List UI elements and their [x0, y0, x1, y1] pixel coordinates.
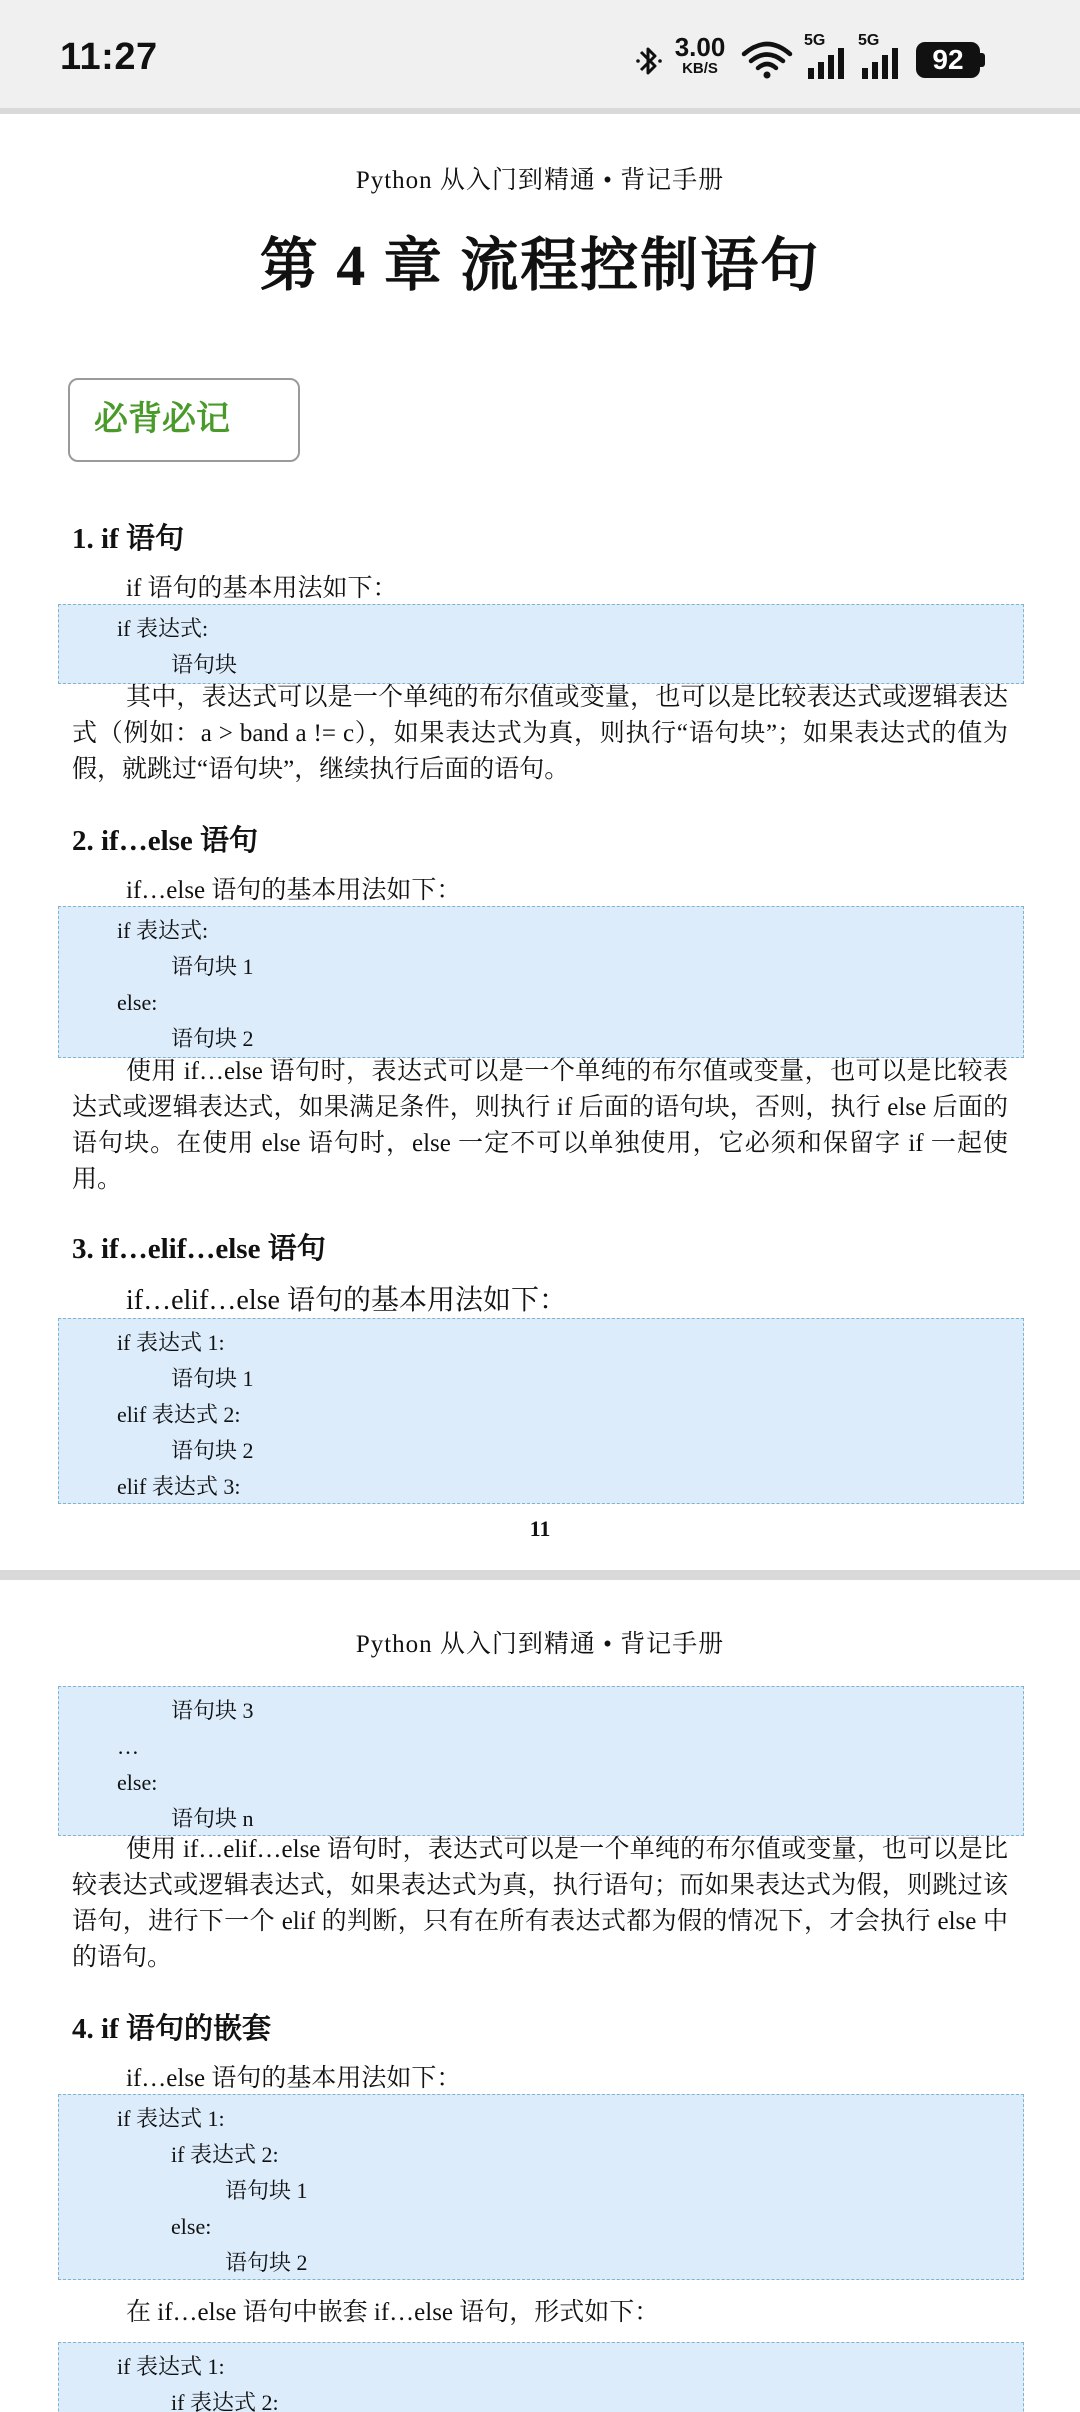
document-page-2[interactable]	[0, 1580, 1080, 2412]
code-line: else:	[171, 2214, 212, 2239]
code-line: 语句块 2	[171, 1026, 254, 1051]
section-intro: 在 if…else 语句中嵌套 if…else 语句，形式如下：	[126, 2299, 660, 2326]
code-block	[58, 2342, 1024, 2412]
code-line: if 表达式 1:	[117, 2354, 225, 2379]
network-speed-unit: KB/S	[682, 60, 718, 77]
signal-strength-icon	[858, 46, 902, 85]
code-line: 语句块 2	[225, 2250, 308, 2275]
section-intro: if 语句的基本用法如下：	[126, 575, 398, 602]
status-bar	[0, 0, 1080, 108]
code-line: 语句块 2	[171, 1438, 254, 1463]
code-line: if 表达式 2:	[171, 2142, 279, 2167]
code-block	[58, 1686, 1024, 1836]
must-remember-label: 必背必记	[68, 378, 300, 462]
code-line: if 表达式 1:	[117, 2106, 225, 2131]
network-type-label: 5G	[858, 32, 880, 49]
chapter-title: 第 4 章 流程控制语句	[259, 233, 821, 298]
running-head: Python 从入门到精通 • 背记手册	[355, 167, 725, 194]
code-line: if 表达式:	[117, 616, 209, 641]
code-block	[58, 1318, 1024, 1504]
battery-tip	[980, 53, 985, 67]
network-speed-value: 3.00	[674, 32, 726, 62]
network-type-label: 5G	[804, 32, 826, 49]
document-page-1[interactable]	[0, 114, 1080, 1570]
code-block	[58, 2094, 1024, 2280]
code-line: 语句块 1	[171, 954, 254, 979]
code-line: …	[117, 1734, 139, 1759]
clock: 11:27	[60, 36, 158, 78]
paragraph: 其中，表达式可以是一个单纯的布尔值或变量，也可以是比较表达式或逻辑表达式（例如：a > band a != c），如果表达式为真，则执行“语句块”；如果表达式的值为假，就跳过“语句块”，继续执行后面的语句。	[72, 684, 1008, 783]
code-line: 语句块 1	[225, 2178, 308, 2203]
code-line: 语句块 3	[171, 1698, 254, 1723]
code-block	[58, 906, 1024, 1058]
code-line: 语句块 n	[171, 1806, 254, 1831]
code-line: if 表达式:	[117, 918, 209, 943]
code-line: if 表达式 1:	[117, 1330, 225, 1355]
code-line: 语句块 1	[171, 1366, 254, 1391]
section-heading: 2. if…else 语句	[72, 825, 259, 857]
paragraph: 使用 if…else 语句时，表达式可以是一个单纯的布尔值或变量，也可以是比较表达式或逻辑表达式，如果满足条件，则执行 if 后面的语句块，否则，执行 else 后面的语句块。在使用 else 语句时，else 一定不可以单独使用，它必须和保留字 if 一起使用。	[72, 1058, 1008, 1193]
section-heading: 1. if 语句	[72, 523, 184, 555]
section-intro: if…else 语句的基本用法如下：	[126, 2065, 462, 2092]
code-line: elif 表达式 3:	[117, 1474, 241, 1499]
code-line: elif 表达式 2:	[117, 1402, 241, 1427]
running-head: Python 从入门到精通 • 背记手册	[355, 1631, 725, 1658]
section-intro: if…else 语句的基本用法如下：	[126, 877, 462, 904]
signal-strength-icon	[804, 46, 848, 85]
code-line: if 表达式 2:	[171, 2390, 279, 2412]
code-line: else:	[117, 1770, 158, 1795]
battery-level: 92	[932, 44, 964, 75]
page-number: 11	[529, 1516, 551, 1541]
code-line: 语句块	[171, 652, 238, 677]
section-heading: 3. if…elif…else 语句	[72, 1233, 326, 1265]
network-speed	[668, 34, 732, 76]
code-line: else:	[117, 990, 158, 1015]
wifi-icon	[740, 40, 794, 85]
code-block	[58, 604, 1024, 684]
section-heading: 4. if 语句的嵌套	[72, 2013, 271, 2045]
section-intro: if…elif…else 语句的基本用法如下：	[126, 1285, 567, 1316]
bluetooth-icon	[636, 42, 662, 85]
battery-icon	[916, 42, 980, 78]
paragraph: 使用 if…elif…else 语句时，表达式可以是一个单纯的布尔值或变量，也可以是比较表达式或逻辑表达式，如果表达式为真，执行语句；而如果表达式为假，则跳过该语句，进行下一个 elif 的判断，只有在所有表达式都为假的情况下，才会执行 else 中的语句。	[72, 1836, 1008, 1971]
